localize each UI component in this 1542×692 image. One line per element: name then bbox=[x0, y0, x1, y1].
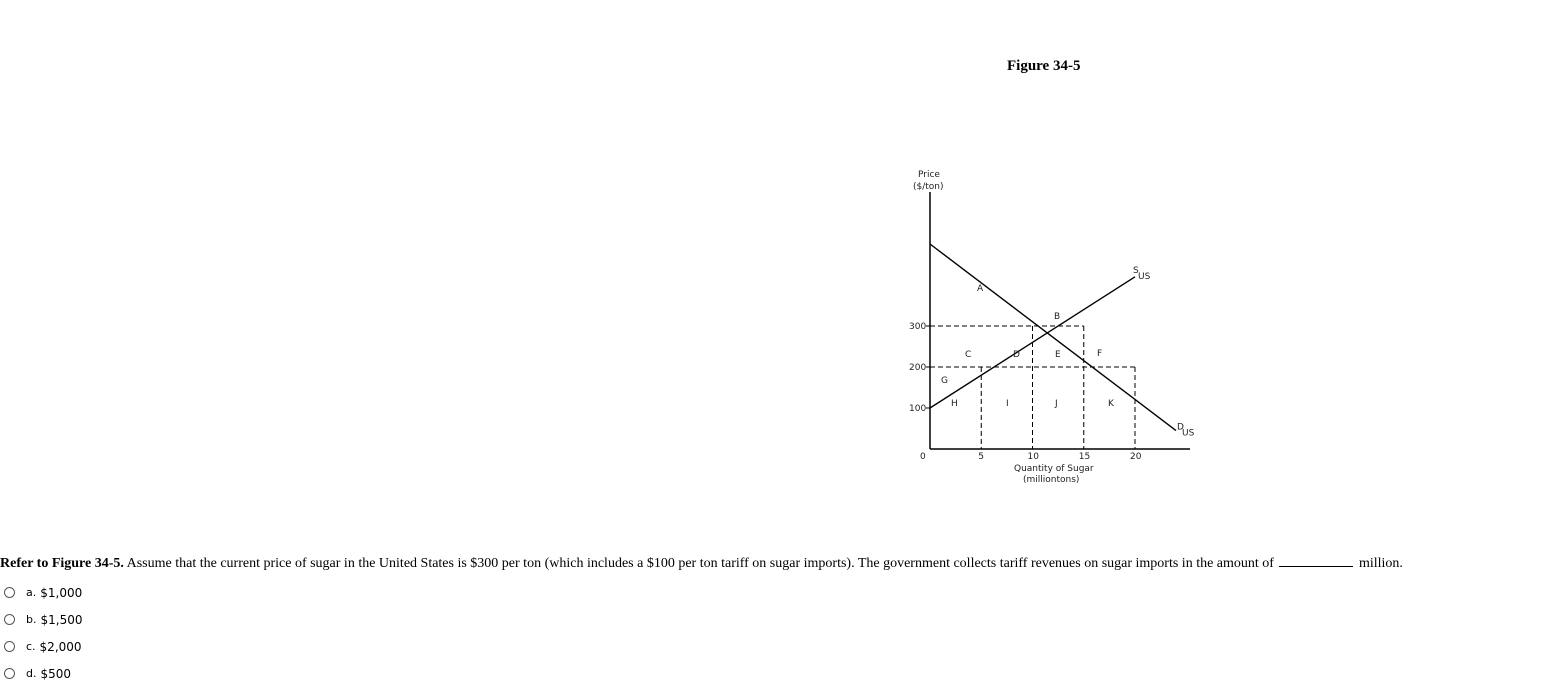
plot-area bbox=[909, 244, 1195, 462]
y-tick-label-200: 200 bbox=[909, 363, 927, 373]
region-label-f: F bbox=[1097, 349, 1103, 359]
x-axis-label-line1: Quantity of Sugar bbox=[1014, 464, 1094, 474]
option-a-text: $1,000 bbox=[40, 585, 83, 600]
y-tick-label-100: 100 bbox=[909, 404, 927, 414]
region-label-j: J bbox=[1055, 399, 1058, 409]
region-label-g: G bbox=[941, 376, 948, 386]
x-tick-label-20: 20 bbox=[1130, 452, 1142, 462]
option-a[interactable] bbox=[4, 579, 82, 606]
question-end: million. bbox=[1355, 556, 1403, 571]
region-label-h: H bbox=[951, 399, 958, 409]
s-curve-subscript: US bbox=[1138, 271, 1151, 282]
option-c-text: $2,000 bbox=[39, 639, 82, 654]
region-label-b: B bbox=[1054, 312, 1061, 322]
question-body: Assume that the current price of sugar in the United States is $300 per ton (which includes a $100 per ton tariff on sugar imports). The government collects tariff revenues on sugar imports in the amount of bbox=[123, 556, 1278, 571]
option-c-letter: c. bbox=[26, 640, 36, 653]
d-curve-subscript: US bbox=[1182, 428, 1195, 439]
y-axis-label-line2: ($/ton) bbox=[913, 182, 944, 192]
question-ref: Refer to Figure 34-5. bbox=[0, 556, 124, 571]
region-label-e: E bbox=[1055, 350, 1061, 360]
option-d-text: $500 bbox=[40, 666, 72, 681]
region-label-i: I bbox=[1006, 399, 1009, 409]
option-b-text: $1,500 bbox=[40, 612, 83, 627]
figure-title: Figure 34-5 bbox=[1007, 58, 1081, 74]
x-axis-label-line2: (milliontons) bbox=[1023, 475, 1080, 485]
origin-label: 0 bbox=[920, 452, 926, 462]
region-label-c: C bbox=[965, 350, 972, 360]
answer-options bbox=[4, 579, 82, 687]
y-axis-label-line1: Price bbox=[918, 170, 940, 180]
x-tick-label-15: 15 bbox=[1078, 452, 1091, 462]
option-a-radio[interactable] bbox=[4, 587, 15, 598]
s-curve bbox=[930, 277, 1135, 408]
option-a-letter: a. bbox=[26, 586, 37, 599]
option-b-radio[interactable] bbox=[4, 614, 15, 625]
option-d[interactable] bbox=[4, 660, 82, 687]
option-b-letter: b. bbox=[26, 613, 37, 626]
supply-demand-graph bbox=[890, 160, 1220, 490]
option-b[interactable] bbox=[4, 606, 82, 633]
d-curve-label: D bbox=[1177, 422, 1184, 433]
x-tick-label-10: 10 bbox=[1027, 452, 1039, 462]
option-c[interactable] bbox=[4, 633, 82, 660]
option-d-letter: d. bbox=[26, 667, 37, 680]
s-curve-label: S bbox=[1133, 265, 1139, 276]
x-tick-label-5: 5 bbox=[978, 452, 984, 462]
region-label-k: K bbox=[1108, 399, 1114, 409]
region-label-d: D bbox=[1013, 350, 1020, 360]
y-tick-label-300: 300 bbox=[909, 322, 927, 332]
region-label-a: A bbox=[977, 284, 984, 294]
answer-blank bbox=[1279, 554, 1353, 567]
option-c-radio[interactable] bbox=[4, 641, 15, 652]
question-text bbox=[0, 554, 1542, 572]
option-d-radio[interactable] bbox=[4, 668, 15, 679]
